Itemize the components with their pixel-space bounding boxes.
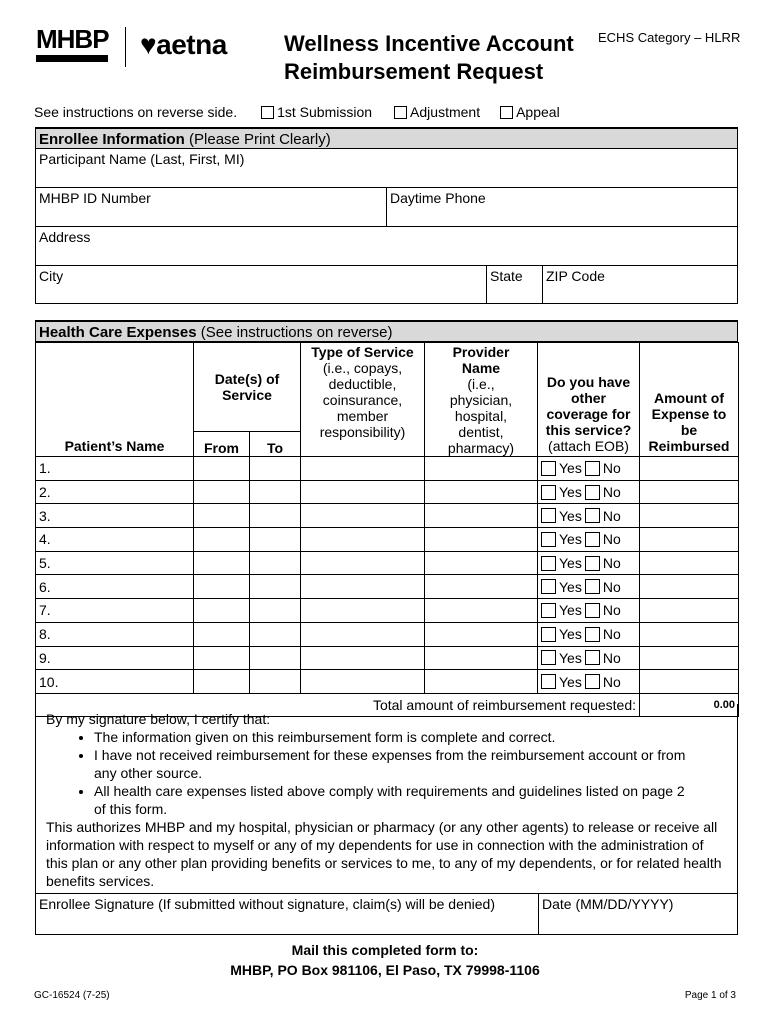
col-other-coverage [538, 343, 640, 457]
certification-bullet: • The information given on this reimbursement form is complete and correct. [94, 728, 727, 746]
yes-checkbox[interactable] [541, 579, 556, 594]
no-label: No [602, 673, 621, 690]
no-checkbox[interactable] [585, 627, 600, 642]
adjustment-option[interactable] [394, 104, 480, 120]
table-row [36, 599, 739, 623]
yes-checkbox[interactable] [541, 603, 556, 618]
address-field[interactable] [35, 227, 738, 266]
to-date-cell[interactable] [250, 646, 301, 670]
type-of-service-cell[interactable] [301, 457, 425, 481]
yes-checkbox[interactable] [541, 650, 556, 665]
signature-date-field[interactable] [539, 894, 738, 935]
appeal-label: Appeal [516, 104, 560, 120]
from-date-cell[interactable] [194, 551, 250, 575]
participant-name-label: Participant Name (Last, First, MI) [39, 151, 245, 167]
provider-name-cell[interactable] [425, 646, 538, 670]
amount-cell[interactable] [640, 504, 739, 528]
type-of-service-cell[interactable] [301, 599, 425, 623]
city-label: City [39, 268, 64, 284]
no-checkbox[interactable] [585, 532, 600, 547]
type-of-service-cell[interactable] [301, 646, 425, 670]
no-label: No [602, 531, 621, 548]
row-number: 10. [39, 673, 59, 690]
row-number: 7. [39, 602, 51, 619]
table-row [36, 528, 739, 552]
row-number: 2. [39, 484, 51, 501]
other-coverage-cell [538, 528, 640, 552]
to-date-cell[interactable] [250, 575, 301, 599]
no-checkbox[interactable] [585, 508, 600, 523]
aetna-logo-text: aetna [156, 29, 227, 60]
to-date-cell[interactable] [250, 622, 301, 646]
row-number: 9. [39, 649, 51, 666]
other-coverage-cell [538, 551, 640, 575]
amount-cell[interactable] [640, 646, 739, 670]
adjustment-checkbox[interactable] [394, 106, 407, 119]
aetna-logo [140, 30, 227, 60]
col-amount: Amount of Expense to be Reimbursed [640, 343, 739, 457]
yes-label: Yes [559, 673, 582, 690]
no-checkbox[interactable] [585, 556, 600, 571]
appeal-checkbox[interactable] [500, 106, 513, 119]
expenses-heading-bold: Health Care Expenses [39, 324, 197, 341]
from-date-cell[interactable] [194, 575, 250, 599]
mhbp-id-field[interactable] [35, 188, 387, 227]
yes-checkbox[interactable] [541, 508, 556, 523]
enrollee-heading-note: (Please Print Clearly) [184, 131, 331, 148]
amount-cell[interactable] [640, 670, 739, 694]
provider-name-cell[interactable] [425, 480, 538, 504]
mhbp-logo-text: MHBP [36, 24, 109, 54]
yes-label: Yes [559, 507, 582, 524]
from-date-cell[interactable] [194, 670, 250, 694]
provider-name-cell[interactable] [425, 457, 538, 481]
yes-checkbox[interactable] [541, 674, 556, 689]
participant-name-field[interactable] [35, 149, 738, 188]
col-coverage-bold: Do you have other coverage for this service? [545, 374, 632, 438]
col-to: To [250, 431, 301, 456]
yes-label: Yes [559, 649, 582, 666]
table-row [36, 622, 739, 646]
form-title [284, 30, 574, 86]
zip-field[interactable] [543, 266, 738, 304]
instructions-note: See instructions on reverse side. [34, 104, 238, 120]
total-label: Total amount of reimbursement requested: [36, 693, 640, 716]
form-id: GC-16524 (7-25) [34, 990, 110, 1001]
row-number: 3. [39, 507, 51, 524]
no-label: No [602, 626, 621, 643]
yes-label: Yes [559, 602, 582, 619]
signature-date-label: Date (MM/DD/YYYY) [542, 896, 674, 912]
from-date-cell[interactable] [194, 528, 250, 552]
type-of-service-cell[interactable] [301, 622, 425, 646]
provider-name-cell[interactable] [425, 622, 538, 646]
yes-label: Yes [559, 555, 582, 572]
mhbp-logo [36, 26, 111, 66]
enrollee-heading-bold: Enrollee Information [39, 131, 185, 148]
city-state-zip-row [35, 266, 738, 304]
yes-checkbox[interactable] [541, 556, 556, 571]
from-date-cell[interactable] [194, 504, 250, 528]
amount-cell[interactable] [640, 575, 739, 599]
state-field[interactable] [487, 266, 543, 304]
yes-label: Yes [559, 626, 582, 643]
provider-name-cell[interactable] [425, 551, 538, 575]
no-label: No [602, 460, 621, 477]
mhbp-id-label: MHBP ID Number [39, 190, 151, 206]
to-date-cell[interactable] [250, 528, 301, 552]
type-of-service-cell[interactable] [301, 670, 425, 694]
first-submission-label: 1st Submission [277, 104, 373, 120]
category-label: ECHS Category – HLRR [598, 30, 741, 45]
other-coverage-cell [538, 670, 640, 694]
table-row [36, 575, 739, 599]
col-provider-rest: (i.e., physician, hospital, dentist, pharmacy) [447, 376, 515, 456]
daytime-phone-field[interactable] [387, 188, 738, 227]
logo-divider [125, 27, 126, 67]
other-coverage-cell [538, 480, 640, 504]
enrollee-heading [35, 127, 738, 149]
mail-instructions [0, 940, 770, 980]
no-label: No [602, 555, 621, 572]
type-of-service-cell[interactable] [301, 551, 425, 575]
table-row [36, 670, 739, 694]
daytime-phone-label: Daytime Phone [390, 190, 486, 206]
no-label: No [602, 507, 621, 524]
row-number: 1. [39, 460, 51, 477]
col-coverage-rest: (attach EOB) [548, 438, 629, 454]
expenses-heading-note: (See instructions on reverse) [196, 324, 393, 341]
row-number: 8. [39, 626, 51, 643]
type-of-service-cell[interactable] [301, 480, 425, 504]
patient-name-cell[interactable] [36, 622, 194, 646]
row-number: 4. [39, 531, 51, 548]
from-date-cell[interactable] [194, 457, 250, 481]
col-provider-name [425, 343, 538, 457]
yes-checkbox[interactable] [541, 461, 556, 476]
city-field[interactable] [35, 266, 487, 304]
from-date-cell[interactable] [194, 622, 250, 646]
yes-checkbox[interactable] [541, 532, 556, 547]
signature-row [35, 894, 738, 935]
type-of-service-cell[interactable] [301, 528, 425, 552]
provider-name-cell[interactable] [425, 575, 538, 599]
to-date-cell[interactable] [250, 457, 301, 481]
col-type-of-service [301, 343, 425, 457]
no-label: No [602, 578, 621, 595]
other-coverage-cell [538, 575, 640, 599]
certification-bullet: • I have not received reimbursement for these expenses from the reimbursement account or from any other source. [94, 746, 727, 782]
no-checkbox[interactable] [585, 485, 600, 500]
no-checkbox[interactable] [585, 674, 600, 689]
provider-name-cell[interactable] [425, 670, 538, 694]
other-coverage-cell [538, 457, 640, 481]
amount-cell[interactable] [640, 480, 739, 504]
type-of-service-cell[interactable] [301, 504, 425, 528]
col-patient-name: Patient’s Name [36, 343, 194, 457]
patient-name-cell[interactable] [36, 457, 194, 481]
no-checkbox[interactable] [585, 650, 600, 665]
provider-name-cell[interactable] [425, 504, 538, 528]
authorization-text: This authorizes MHBP and my hospital, physician or pharmacy (or any other agents) to release or receive all information with respect to myself or any of my dependents for use in connection with the administration of this plan or any other plan providing benefits or services to me, to any of my dependents, or for related health benefits services. [46, 819, 722, 889]
enrollee-section [35, 127, 738, 304]
from-date-cell[interactable] [194, 599, 250, 623]
submission-type-row [34, 104, 560, 120]
to-date-cell[interactable] [250, 551, 301, 575]
table-row [36, 646, 739, 670]
patient-name-cell[interactable] [36, 528, 194, 552]
total-value: 0.00 [640, 693, 739, 716]
other-coverage-cell [538, 646, 640, 670]
certification-list [46, 728, 727, 818]
appeal-option[interactable] [500, 104, 560, 120]
state-label: State [490, 268, 523, 284]
amount-cell[interactable] [640, 622, 739, 646]
other-coverage-cell [538, 599, 640, 623]
heart-icon: ♥ [140, 29, 157, 60]
title-line-1: Wellness Incentive Account [284, 31, 574, 56]
col-dates-of-service: Date(s) of Service [194, 343, 301, 432]
certification-bullet: • All health care expenses listed above comply with requirements and guidelines listed on page 2 of this form. [94, 782, 727, 818]
address-label: Address [39, 229, 91, 245]
title-line-2: Reimbursement Request [284, 59, 544, 84]
table-row [36, 480, 739, 504]
yes-label: Yes [559, 460, 582, 477]
row-number: 6. [39, 578, 51, 595]
col-from: From [194, 431, 250, 456]
table-row [36, 504, 739, 528]
patient-name-cell[interactable] [36, 551, 194, 575]
amount-cell[interactable] [640, 551, 739, 575]
other-coverage-cell [538, 622, 640, 646]
other-coverage-cell [538, 504, 640, 528]
mail-address: MHBP, PO Box 981106, El Paso, TX 79998-1106 [230, 962, 540, 978]
no-label: No [602, 602, 621, 619]
yes-label: Yes [559, 578, 582, 595]
mhbp-logo-bar [36, 55, 108, 62]
first-submission-checkbox[interactable] [261, 106, 274, 119]
to-date-cell[interactable] [250, 480, 301, 504]
no-checkbox[interactable] [585, 579, 600, 594]
to-date-cell[interactable] [250, 670, 301, 694]
to-date-cell[interactable] [250, 504, 301, 528]
row-number: 5. [39, 555, 51, 572]
no-checkbox[interactable] [585, 603, 600, 618]
patient-name-cell[interactable] [36, 575, 194, 599]
adjustment-label: Adjustment [410, 104, 481, 120]
patient-name-cell[interactable] [36, 599, 194, 623]
yes-checkbox[interactable] [541, 485, 556, 500]
amount-cell[interactable] [640, 599, 739, 623]
certification-intro: By my signature below, I certify that: [46, 711, 271, 727]
certification-section [35, 704, 738, 894]
col-type-rest: (i.e., copays, deductible, coinsurance, member responsibility) [319, 360, 406, 440]
no-label: No [602, 649, 621, 666]
no-label: No [602, 484, 621, 501]
yes-checkbox[interactable] [541, 627, 556, 642]
mail-line-1: Mail this completed form to: [291, 942, 479, 958]
col-type-bold: Type of Service [311, 344, 414, 360]
no-checkbox[interactable] [585, 461, 600, 476]
from-date-cell[interactable] [194, 480, 250, 504]
amount-cell[interactable] [640, 528, 739, 552]
patient-name-cell[interactable] [36, 480, 194, 504]
expenses-section [35, 320, 738, 717]
patient-name-cell[interactable] [36, 670, 194, 694]
col-provider-bold: Provider Name [452, 344, 510, 376]
provider-name-cell[interactable] [425, 599, 538, 623]
expenses-heading [35, 320, 738, 342]
type-of-service-cell[interactable] [301, 575, 425, 599]
amount-cell[interactable] [640, 457, 739, 481]
first-submission-option[interactable] [261, 104, 372, 120]
patient-name-cell[interactable] [36, 504, 194, 528]
zip-label: ZIP Code [546, 268, 605, 284]
yes-label: Yes [559, 484, 582, 501]
signature-label: Enrollee Signature (If submitted without signature, claim(s) will be denied) [39, 896, 495, 912]
from-date-cell[interactable] [194, 646, 250, 670]
provider-name-cell[interactable] [425, 528, 538, 552]
yes-label: Yes [559, 531, 582, 548]
signature-field[interactable] [35, 894, 539, 935]
patient-name-cell[interactable] [36, 646, 194, 670]
expenses-table [35, 342, 739, 717]
table-row [36, 457, 739, 481]
table-row [36, 551, 739, 575]
to-date-cell[interactable] [250, 599, 301, 623]
id-phone-row [35, 188, 738, 227]
page-number: Page 1 of 3 [684, 990, 736, 1001]
